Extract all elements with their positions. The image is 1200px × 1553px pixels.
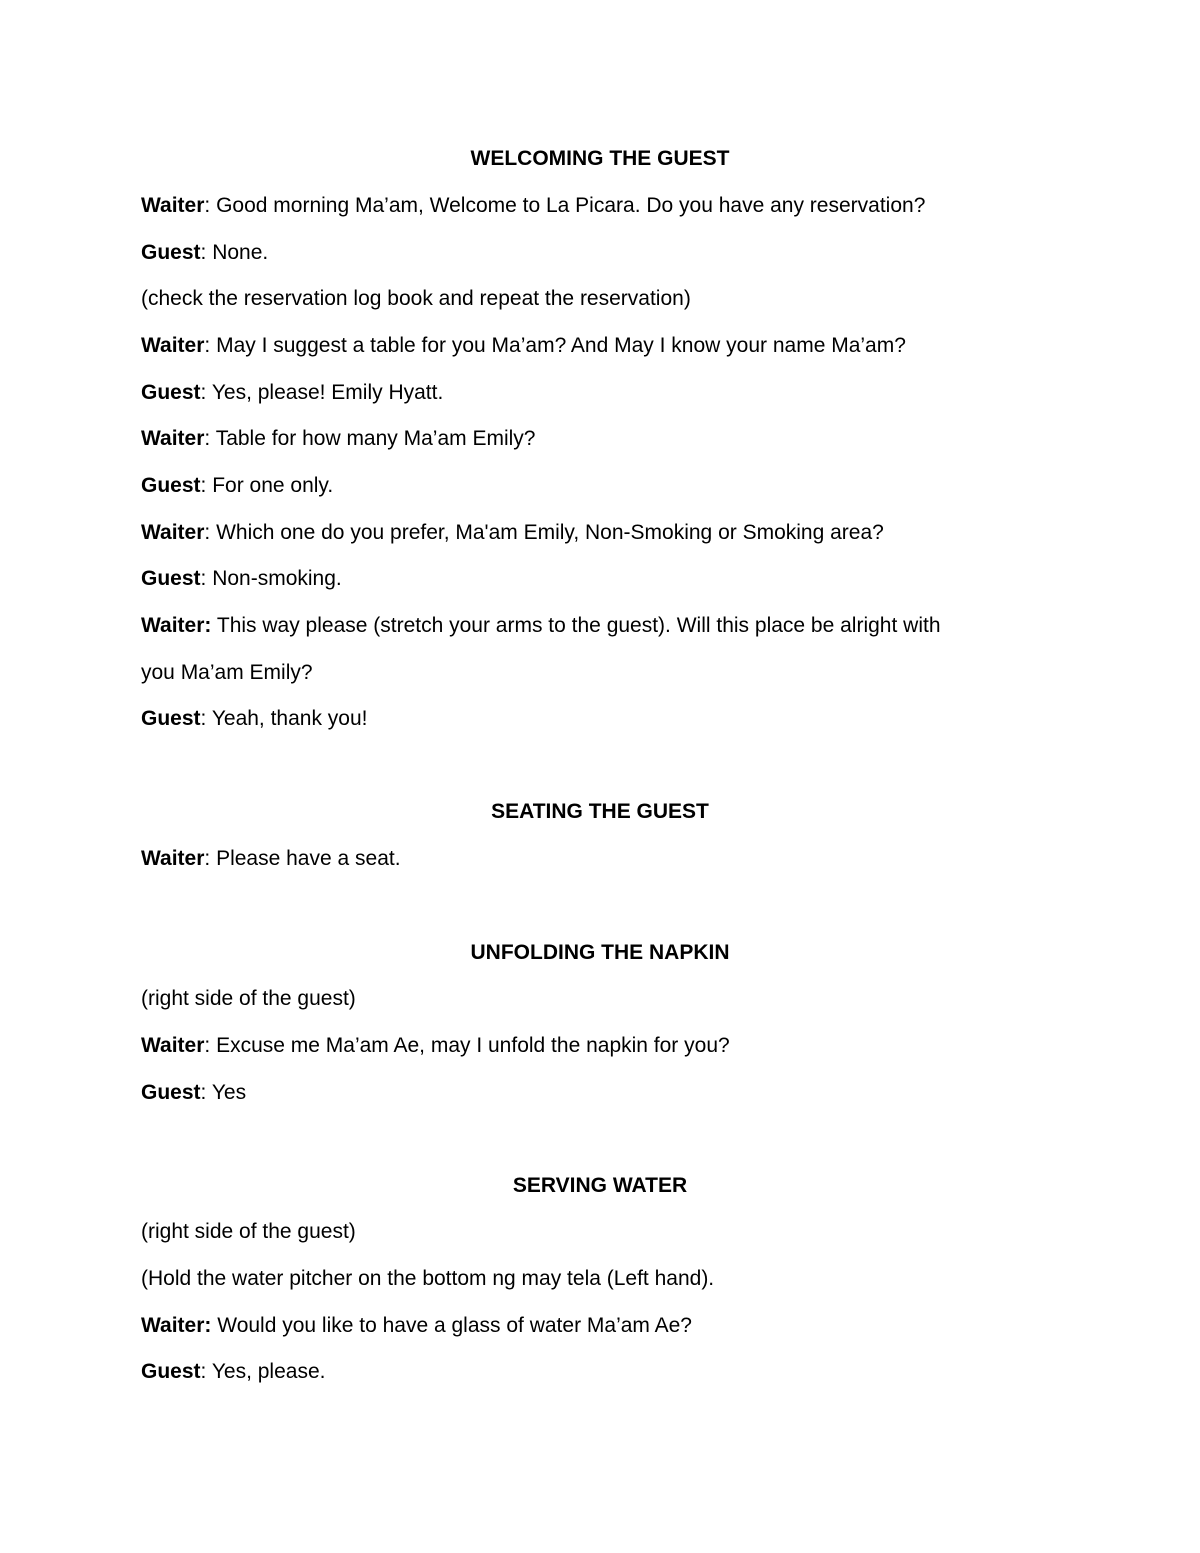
dialogue-line bbox=[141, 1033, 1059, 1059]
dialogue-text: This way please (stretch your arms to the guest). Will this place be alright with bbox=[216, 614, 941, 637]
speaker-label: Guest bbox=[141, 241, 201, 264]
dialogue-line bbox=[141, 613, 1059, 639]
speaker-label: Guest bbox=[141, 1081, 201, 1104]
dialogue-text: Yes bbox=[211, 1081, 247, 1104]
separator: : bbox=[204, 847, 217, 870]
dialogue-line bbox=[141, 1313, 1059, 1339]
dialogue-text: (right side of the guest) bbox=[141, 987, 356, 1010]
speaker-label: Waiter bbox=[141, 847, 205, 870]
separator: : bbox=[200, 381, 212, 404]
dialogue-line bbox=[141, 846, 1059, 872]
section-title-napkin: UNFOLDING THE NAPKIN bbox=[470, 941, 730, 964]
dialogue-text: None. bbox=[212, 241, 269, 264]
dialogue-text: Yes, please! Emily Hyatt. bbox=[211, 381, 444, 404]
speaker-label: Waiter bbox=[141, 334, 205, 357]
dialogue-line bbox=[141, 566, 1059, 592]
dialogue-text: May I suggest a table for you Ma’am? And May I know your name Ma’am? bbox=[216, 334, 906, 357]
separator: : bbox=[200, 1360, 212, 1383]
dialogue-text: Table for how many Ma’am Emily? bbox=[215, 427, 536, 450]
stage-direction bbox=[141, 1219, 1059, 1245]
dialogue-line bbox=[141, 520, 1059, 546]
dialogue-line bbox=[141, 426, 1059, 452]
dialogue-text: (right side of the guest) bbox=[141, 1220, 356, 1243]
dialogue-line bbox=[141, 380, 1059, 406]
dialogue-text: Non-smoking. bbox=[212, 567, 342, 590]
speaker-label: Guest bbox=[141, 474, 201, 497]
speaker-label: Waiter bbox=[141, 427, 205, 450]
dialogue-text: For one only. bbox=[212, 474, 334, 497]
separator: : bbox=[204, 194, 217, 217]
speaker-label: Waiter: bbox=[141, 614, 212, 637]
dialogue-line bbox=[141, 193, 1059, 219]
separator: : bbox=[204, 521, 217, 544]
speaker-label: Guest bbox=[141, 567, 201, 590]
dialogue-text: you Ma’am Emily? bbox=[141, 661, 313, 684]
separator: : bbox=[200, 1081, 212, 1104]
section-title-water: SERVING WATER bbox=[512, 1174, 688, 1197]
dialogue-text: Yeah, thank you! bbox=[211, 707, 368, 730]
separator: : bbox=[200, 707, 212, 730]
dialogue-line bbox=[141, 240, 1059, 266]
speaker-label: Guest bbox=[141, 1360, 201, 1383]
dialogue-line bbox=[141, 1359, 1059, 1385]
dialogue-text: Good morning Ma’am, Welcome to La Picara. Do you have any reservation? bbox=[216, 194, 926, 217]
section-title-seating: SEATING THE GUEST bbox=[491, 800, 709, 823]
speaker-label: Waiter bbox=[141, 521, 205, 544]
dialogue-continuation bbox=[141, 660, 1059, 686]
separator: : bbox=[204, 334, 217, 357]
separator: : bbox=[200, 241, 213, 264]
speaker-label: Guest bbox=[141, 381, 201, 404]
dialogue-text: Please have a seat. bbox=[216, 847, 401, 870]
stage-direction bbox=[141, 1266, 1059, 1292]
stage-direction bbox=[141, 986, 1059, 1012]
speaker-label: Waiter bbox=[141, 194, 205, 217]
separator: : bbox=[200, 474, 213, 497]
separator: : bbox=[204, 1034, 217, 1057]
speaker-label: Waiter bbox=[141, 1034, 205, 1057]
dialogue-text: Would you like to have a glass of water Ma’am Ae? bbox=[217, 1314, 692, 1337]
dialogue-line bbox=[141, 473, 1059, 499]
section-title-welcoming: WELCOMING THE GUEST bbox=[470, 147, 730, 170]
dialogue-text: Excuse me Ma’am Ae, may I unfold the napkin for you? bbox=[216, 1034, 730, 1057]
separator: : bbox=[204, 427, 216, 450]
stage-direction bbox=[141, 286, 1059, 312]
dialogue-line bbox=[141, 706, 1059, 732]
dialogue-text: (Hold the water pitcher on the bottom ng may tela (Left hand). bbox=[141, 1267, 715, 1290]
dialogue-text: Which one do you prefer, Ma'am Emily, Non-Smoking or Smoking area? bbox=[216, 521, 884, 544]
speaker-label: Guest bbox=[141, 707, 201, 730]
dialogue-text: Yes, please. bbox=[211, 1360, 326, 1383]
dialogue-line bbox=[141, 333, 1059, 359]
speaker-label: Waiter: bbox=[141, 1314, 212, 1337]
dialogue-text: (check the reservation log book and repeat the reservation) bbox=[141, 287, 691, 310]
separator: : bbox=[200, 567, 213, 590]
dialogue-line bbox=[141, 1080, 1059, 1106]
